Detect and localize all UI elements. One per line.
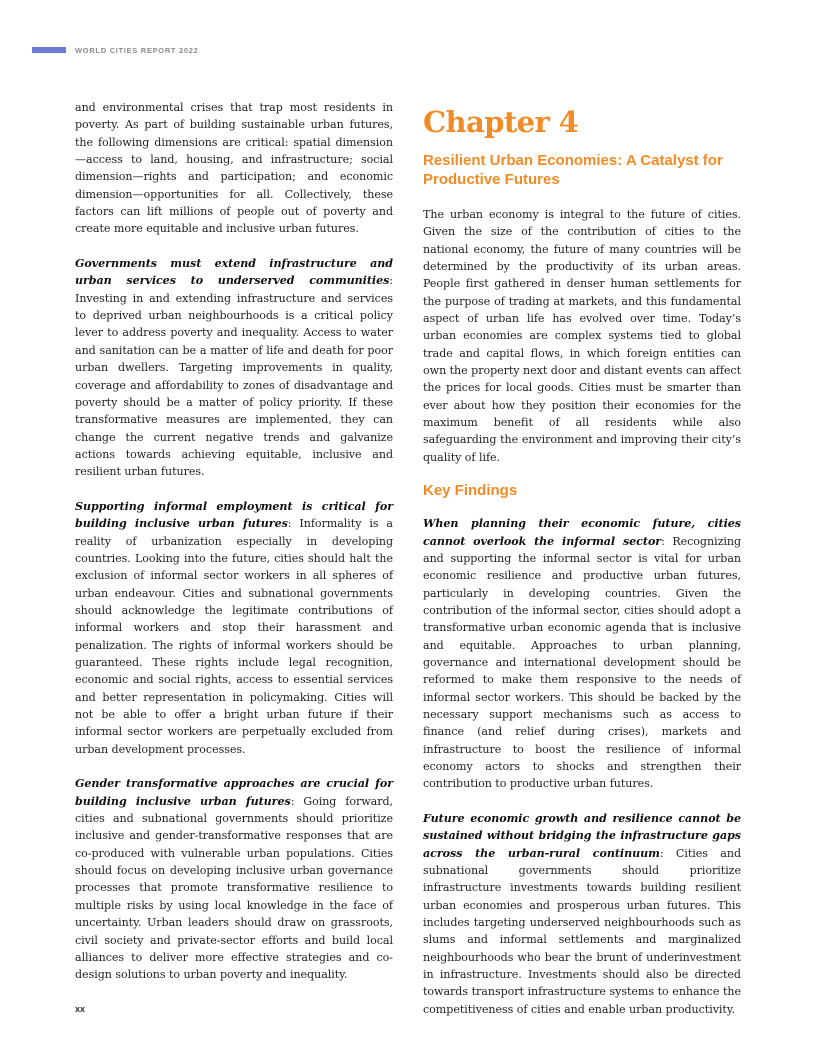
paragraph-text: : Going forward, cities and subnational governments should prioritize inclusive and gender-transformative responses that are co-produced with vulnerable urban populations. Cities should focus on developing inclusive urban governance processes that promote transformative resilience to multiple risks by using local knowledge in the face of uncertainty. Urban leaders should draw on grassroots, civil society and private-sector efforts and build local alliances to deliver more effective strategies and co-design solutions to urban poverty and inequality. xyxy=(75,794,393,982)
running-header xyxy=(32,45,199,55)
paragraph-gender xyxy=(75,775,393,983)
paragraph-intro-continued: and environmental crises that trap most residents in poverty. As part of building sustainable urban futures, the following dimensions are critical: spatial dimension—access to land, housing, and infrastructure; social dimension—rights and participation; and economic dimension—opportunities for all. Collectively, these factors can lift millions of people out of poverty and create more equitable and inclusive urban futures. xyxy=(75,101,393,236)
paragraph-informal-employment xyxy=(75,498,393,758)
paragraph-lead: Governments must extend infrastructure and urban services to underserved communities xyxy=(75,257,393,288)
header-accent-bar xyxy=(32,47,66,53)
paragraph-text: : Investing in and extending infrastructure and services to deprived urban neighbourhoods is a critical policy lever to address poverty and inequality. Access to water and sanitation can be a matter of life and death for poor urban dwellers. Targeting improvements in quality, coverage and affordability to zones of disadvantage and poverty should be a matter of policy priority. If these transformative measures are implemented, they can change the current negative trends and galvanize actions towards achieving equitable, inclusive and resilient urban futures. xyxy=(75,274,393,479)
paragraph-text: : Informality is a reality of urbanization especially in developing countries. Looking into the future, cities should halt the exclusion of informal sector workers in all spheres of urban endeavour. Cities and subnational governments should acknowledge the legitimate contributions of informal workers and stop their harassment and penalization. The rights of informal workers should be guaranteed. These rights include legal recognition, economic and social rights, access to essential services and better representation in policymaking. Cities will not be able to offer a bright urban future if their informal sector workers are perpetually excluded from urban development processes. xyxy=(75,517,393,756)
finding-lead: When planning their economic future, cities cannot overlook the informal sector xyxy=(423,517,741,548)
right-column xyxy=(423,99,741,1018)
paragraph-infrastructure xyxy=(75,255,393,480)
paragraph-lead: Gender transformative approaches are crucial for building inclusive urban futures xyxy=(75,777,393,808)
chapter-intro: The urban economy is integral to the future of cities. Given the size of the contribution of cities to the national economy, the future of many countries will be determined by the productivity of its urban areas. People first gathered in denser human settlements for the purpose of trading at markets, and this fundamental aspect of urban life has evolved over time. Today’s urban economies are complex systems tied to global trade and capital flows, in which foreign entities can own the property next door and distant events can affect the prices for local goods. Cities must be smarter than ever about how they position their economies for the maximum benefit of all residents while also safeguarding the environment and improving their city’s quality of life. xyxy=(423,208,741,464)
finding-text: : Cities and subnational governments should prioritize infrastructure investments towards building resilient urban economies and prosperous urban futures. This includes targeting underserved neighbourhoods such as slums and informal settlements and marginalized neighbourhoods who bear the brunt of underinvestment in infrastructure. Investments should also be directed towards transport infrastructure systems to enhance the competitiveness of cities and enable urban productivity. xyxy=(423,846,741,1016)
page-number: xx xyxy=(75,1004,86,1014)
finding-informal-sector xyxy=(423,515,741,793)
running-title: WORLD CITIES REPORT 2022 xyxy=(75,45,199,55)
left-column xyxy=(75,99,393,984)
chapter-subtitle: Resilient Urban Economies: A Catalyst for Productive Futures xyxy=(423,152,723,188)
finding-lead: Future economic growth and resilience cannot be sustained without bridging the infrastructure gaps across the urban-rural continuum xyxy=(423,812,741,860)
paragraph-lead: Supporting informal employment is critical for building inclusive urban futures xyxy=(75,499,393,531)
finding-text: : Recognizing and supporting the informal sector is vital for urban economic resilience and productive urban futures, particularly in developing countries. Given the contribution of the informal sector, cities should adopt a transformative urban economic agenda that is inclusive and equitable. Approaches to urban planning, governance and international development should be reformed to make them responsive to the needs of informal sector workers. This should be backed by the necessary support mechanisms such as access to finance (and relief during crises), markets and infrastructure to boost the resilience of informal economy actors to shocks and strengthen their contribution to productive urban futures. xyxy=(423,534,742,791)
finding-infrastructure-gaps xyxy=(423,810,741,1018)
chapter-title: Chapter 4 xyxy=(423,105,579,139)
key-findings-heading: Key Findings xyxy=(423,482,518,500)
